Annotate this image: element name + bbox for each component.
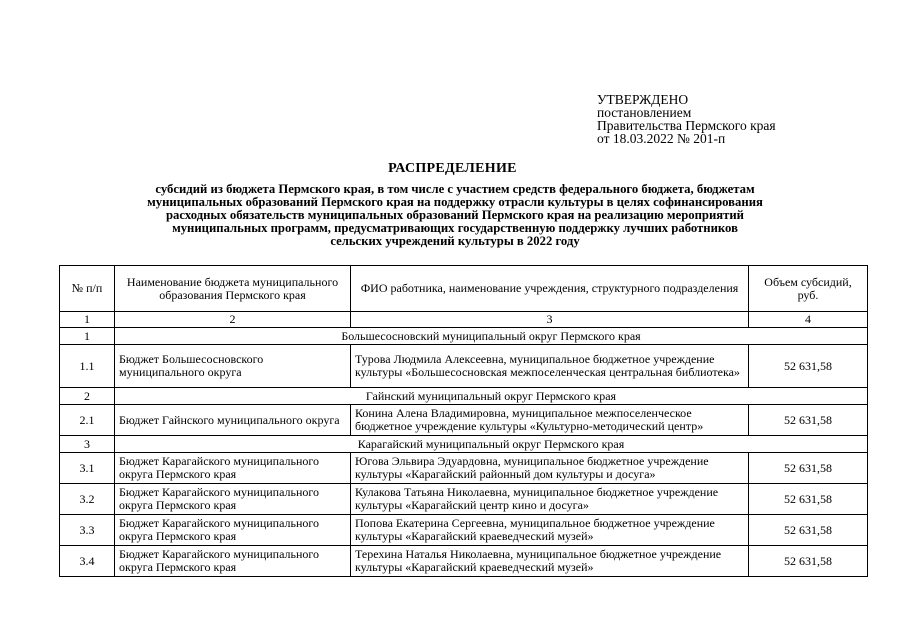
header-num: № п/п — [60, 266, 115, 312]
group-num: 3 — [60, 436, 115, 453]
row-fio: Терехина Наталья Николаевна, муниципальное бюджетное учреждение культуры «Карагайский краеведческий музей» — [351, 546, 749, 577]
approval-line: Правительства Пермского края — [597, 118, 776, 133]
table-header-row — [60, 266, 868, 312]
row-amount: 52 631,58 — [749, 546, 868, 577]
group-row — [60, 388, 868, 405]
subtitle-line: муниципальных программ, предусматривающих государственную поддержку лучших работников — [172, 221, 738, 235]
column-numbers-row — [60, 312, 868, 328]
row-amount: 52 631,58 — [749, 484, 868, 515]
approval-stamp — [597, 93, 776, 145]
document-subtitle — [60, 183, 850, 248]
row-fio: Кулакова Татьяна Николаевна, муниципальное бюджетное учреждение культуры «Карагайский центр кино и досуга» — [351, 484, 749, 515]
table-row — [60, 453, 868, 484]
column-number: 4 — [749, 312, 868, 328]
row-budget: Бюджет Карагайского муниципального округа Пермского края — [115, 515, 351, 546]
group-num: 1 — [60, 328, 115, 345]
group-row — [60, 436, 868, 453]
table-row — [60, 484, 868, 515]
approval-line: от 18.03.2022 № 201-п — [597, 131, 726, 146]
subtitle-line: субсидий из бюджета Пермского края, в том числе с участием средств федерального бюджета, бюджетам — [155, 182, 755, 196]
row-budget: Бюджет Карагайского муниципального округа Пермского края — [115, 453, 351, 484]
document-title: РАСПРЕДЕЛЕНИЕ — [388, 161, 517, 176]
row-num: 3.4 — [60, 546, 115, 577]
row-amount: 52 631,58 — [749, 515, 868, 546]
row-fio: Югова Эльвира Эдуардовна, муниципальное бюджетное учреждение культуры «Карагайский районный дом культуры и досуга» — [351, 453, 749, 484]
header-fio: ФИО работника, наименование учреждения, структурного подразделения — [351, 266, 749, 312]
approval-line: УТВЕРЖДЕНО — [597, 92, 689, 107]
subtitle-line: муниципальных образований Пермского края на поддержку отрасли культуры в целях софинансирования — [147, 195, 763, 209]
group-name: Карагайский муниципальный округ Пермского края — [115, 436, 868, 453]
row-budget: Бюджет Карагайского муниципального округа Пермского края — [115, 546, 351, 577]
group-name: Большесосновский муниципальный округ Пермского края — [115, 328, 868, 345]
row-amount: 52 631,58 — [749, 405, 868, 436]
row-num: 3.3 — [60, 515, 115, 546]
group-num: 2 — [60, 388, 115, 405]
row-fio: Турова Людмила Алексеевна, муниципальное бюджетное учреждение культуры «Большесосновская межпоселенческая центральная библиотека» — [351, 345, 749, 388]
table-row — [60, 345, 868, 388]
row-num: 3.2 — [60, 484, 115, 515]
group-name: Гайнский муниципальный округ Пермского края — [115, 388, 868, 405]
distribution-table — [59, 265, 868, 577]
row-amount: 52 631,58 — [749, 453, 868, 484]
subtitle-line: сельских учреждений культуры в 2022 году — [330, 234, 580, 248]
column-number: 2 — [115, 312, 351, 328]
row-fio: Попова Екатерина Сергеевна, муниципальное бюджетное учреждение культуры «Карагайский краеведческий музей» — [351, 515, 749, 546]
row-budget: Бюджет Карагайского муниципального округа Пермского края — [115, 484, 351, 515]
row-num: 3.1 — [60, 453, 115, 484]
row-fio: Конина Алена Владимировна, муниципальное межпоселенческое бюджетное учреждение культуры «Культурно-методический центр» — [351, 405, 749, 436]
header-amount: Объем субсидий, руб. — [749, 266, 868, 312]
column-number: 1 — [60, 312, 115, 328]
approval-line: постановлением — [597, 105, 692, 120]
row-budget: Бюджет Большесосновского муниципального округа — [115, 345, 351, 388]
column-number: 3 — [351, 312, 749, 328]
row-budget: Бюджет Гайнского муниципального округа — [115, 405, 351, 436]
table-row — [60, 405, 868, 436]
table-row — [60, 546, 868, 577]
group-row — [60, 328, 868, 345]
row-num: 2.1 — [60, 405, 115, 436]
subtitle-line: расходных обязательств муниципальных образований Пермского края на реализацию мероприятий — [166, 208, 744, 222]
table-row — [60, 515, 868, 546]
row-amount: 52 631,58 — [749, 345, 868, 388]
row-num: 1.1 — [60, 345, 115, 388]
header-budget: Наименование бюджета муниципального образования Пермского края — [115, 266, 351, 312]
